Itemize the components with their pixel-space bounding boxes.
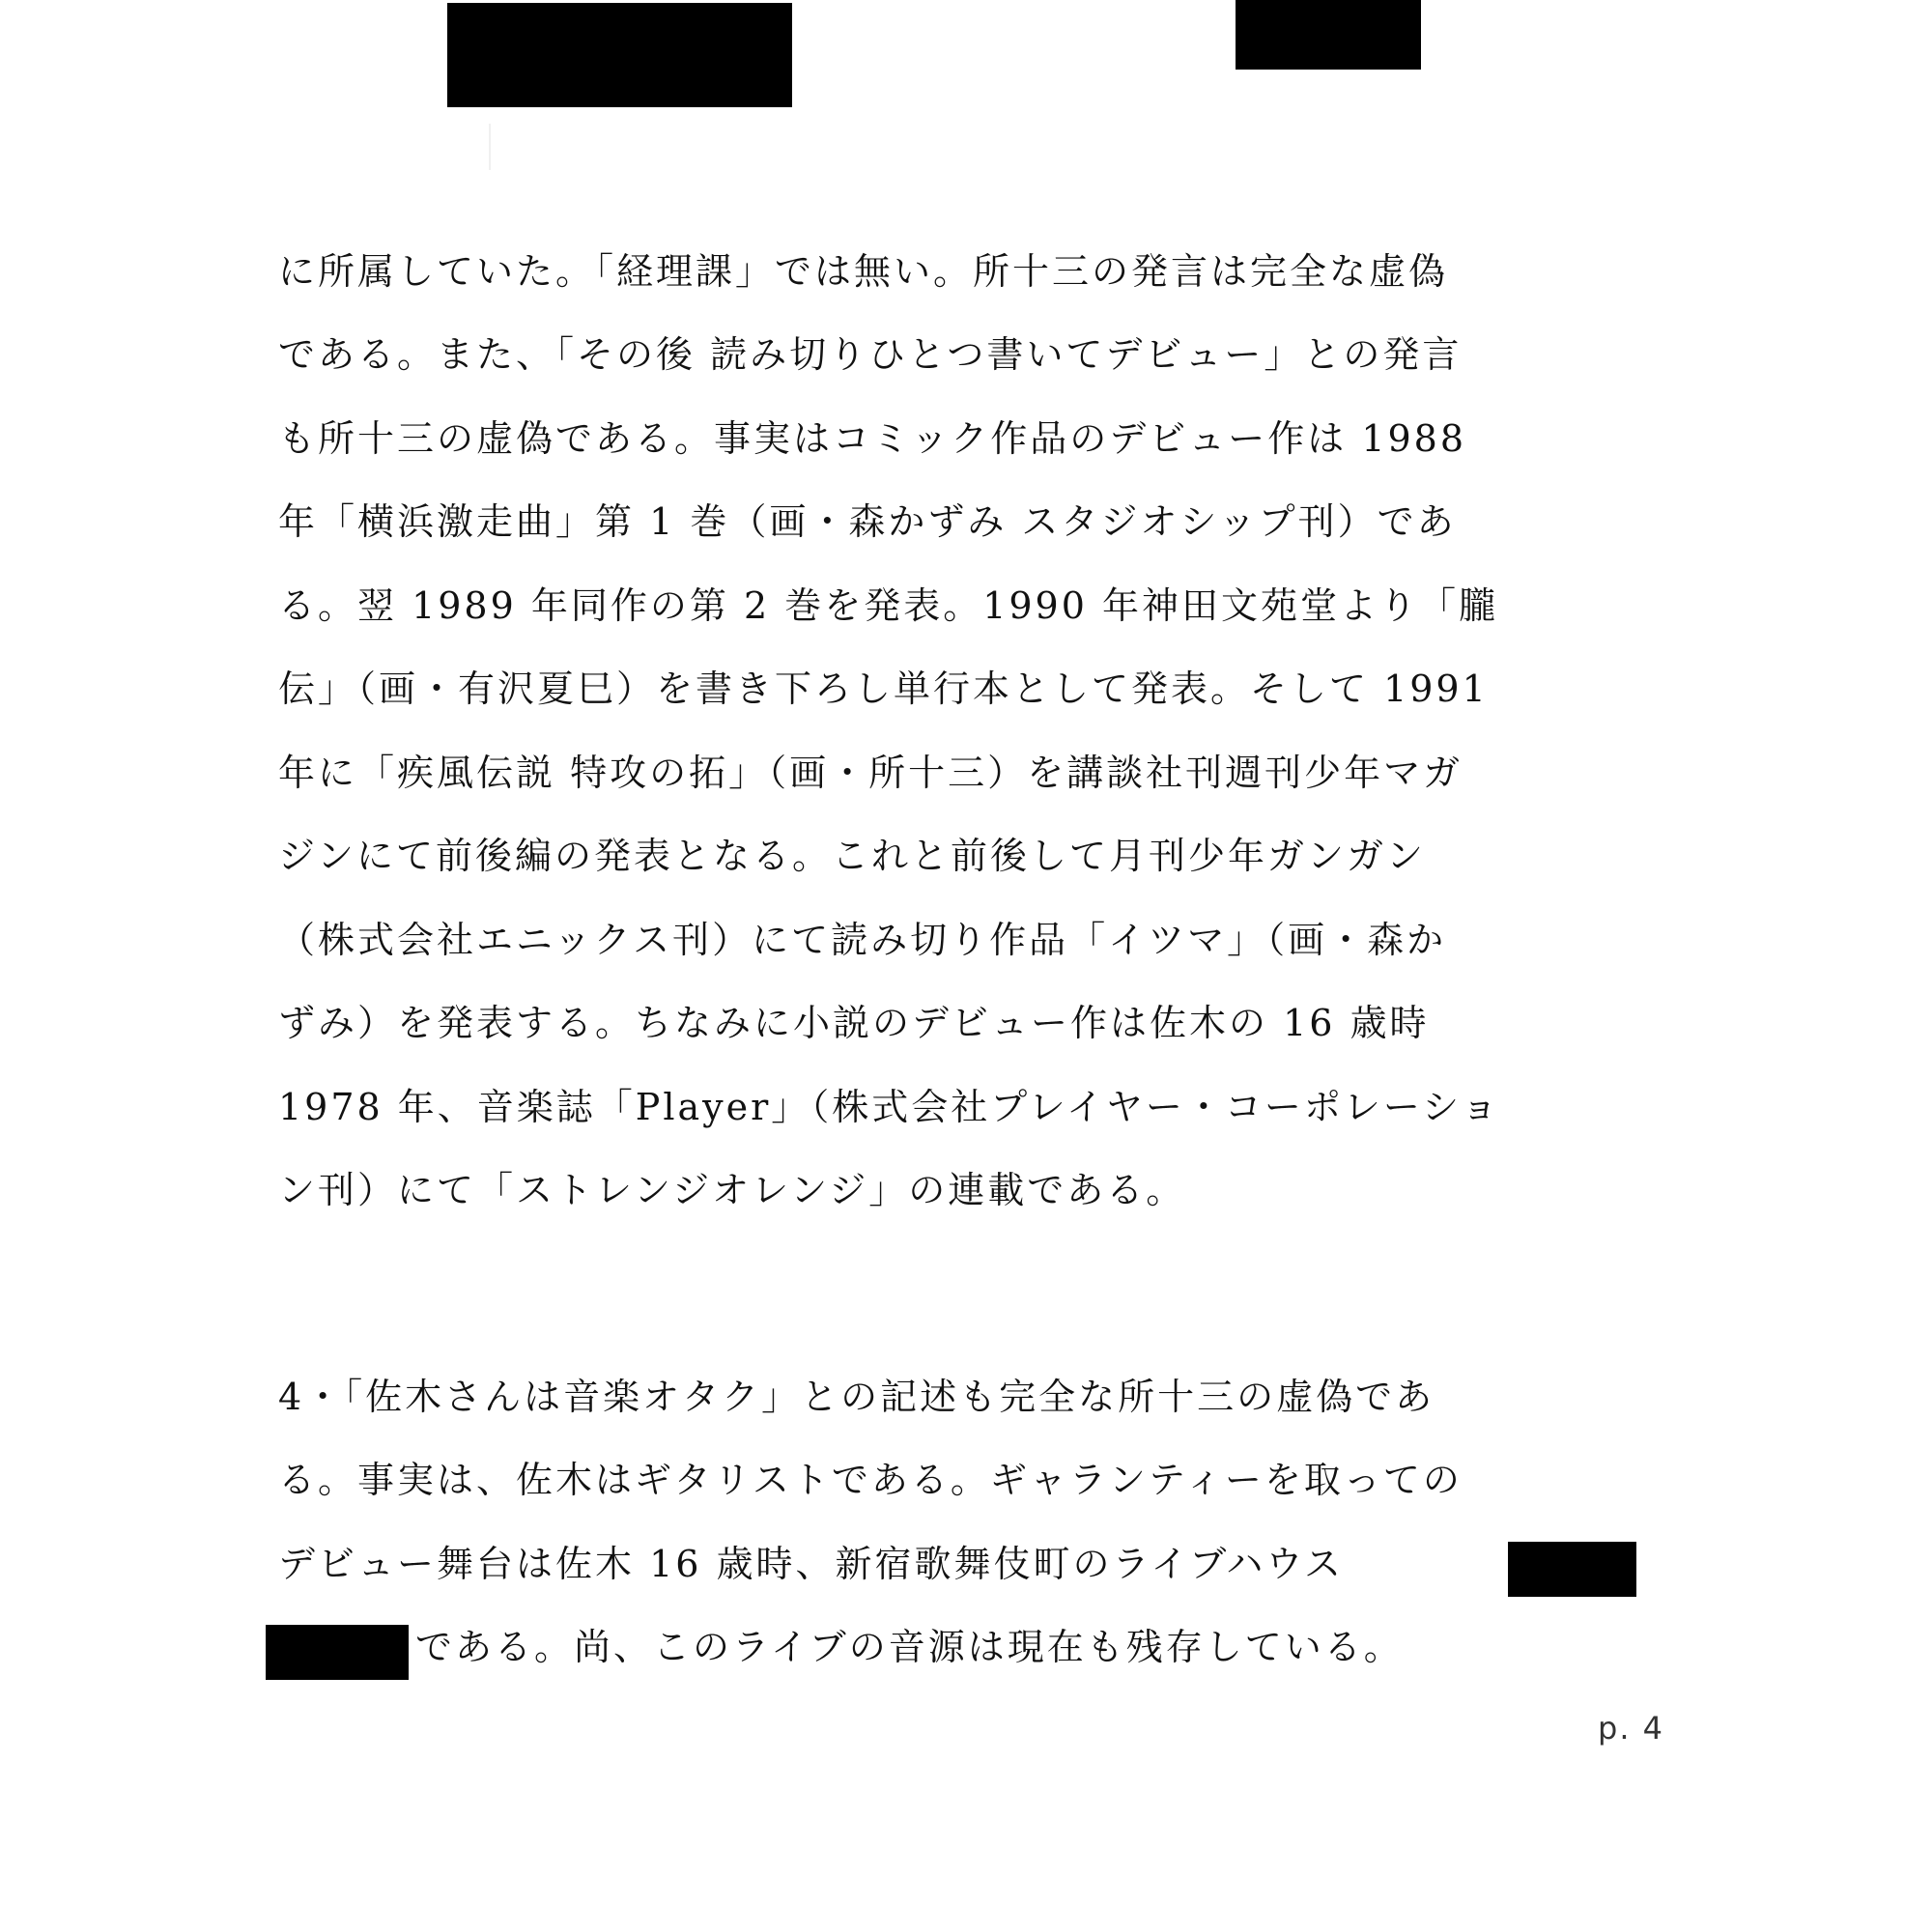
page-number: p. 4 <box>1598 1710 1665 1747</box>
scan-artifact <box>489 124 491 170</box>
text-line: 年「横浜激走曲」第 1 巻（画・森かずみ スタジオシップ刊）であ <box>278 500 1457 543</box>
text-line: 4・「佐木さんは音楽オタク」との記述も完全な所十三の虚偽であ <box>278 1376 1435 1418</box>
text-line: る。事実は、佐木はギタリストである。ギャランティーを取っての <box>278 1459 1463 1501</box>
text-line: （株式会社エニックス刊）にて読み切り作品「イツマ」（画・森か <box>278 919 1447 961</box>
redaction-block <box>1508 1542 1636 1597</box>
text-line: である。また、「その後 読み切りひとつ書いてデビュー」との発言 <box>278 333 1463 376</box>
text-line: 伝」（画・有沢夏巳）を書き下ろし単行本として発表。そして 1991 <box>278 668 1489 710</box>
text-line: ジンにて前後編の発表となる。これと前後して月刊少年ガンガン <box>278 835 1427 877</box>
text-line: デビュー舞台は佐木 16 歳時、新宿歌舞伎町のライブハウス <box>278 1543 1345 1585</box>
text-line: 年に「疾風伝説 特攻の拓」（画・所十三）を講談社刊週刊少年マガ <box>278 752 1463 794</box>
text-line: である。尚、このライブの音源は現在も残存している。 <box>415 1626 1404 1668</box>
redaction-block <box>1236 0 1421 70</box>
redaction-block <box>266 1625 409 1680</box>
text-line: に所属していた。「経理課」では無い。所十三の発言は完全な虚偽 <box>278 250 1449 293</box>
text-line: る。翌 1989 年同作の第 2 巻を発表。1990 年神田文苑堂より「朧 <box>278 584 1498 627</box>
text-line: ずみ）を発表する。ちなみに小説のデビュー作は佐木の 16 歳時 <box>278 1002 1430 1044</box>
text-line: も所十三の虚偽である。事実はコミック作品のデビュー作は 1988 <box>278 417 1467 460</box>
redaction-block <box>447 3 792 107</box>
text-line: 1978 年、音楽誌「Player」（株式会社プレイヤー・コーポレーショ <box>278 1086 1501 1128</box>
text-line: ン刊）にて「ストレンジオレンジ」の連載である。 <box>278 1169 1186 1211</box>
